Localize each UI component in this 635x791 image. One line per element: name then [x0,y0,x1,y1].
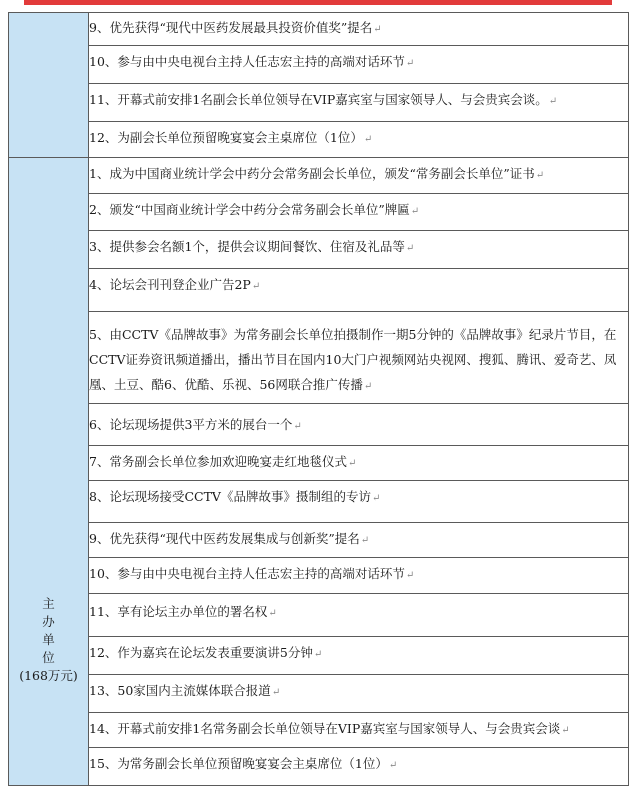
table-row [89,748,629,786]
return-mark-icon: ↵ [561,725,570,736]
benefit-text: 10、参与由中央电视台主持人任志宏主持的高端对话环节 [89,54,405,69]
return-mark-icon: ↵ [363,381,373,392]
table-row [89,404,629,446]
return-mark-icon: ↵ [405,570,415,581]
benefit-text: 11、开幕式前安排1名副会长单位领导在VIP嘉宾室与国家领导人、与会贵宾会谈。 [89,92,548,107]
return-mark-icon: ↵ [347,458,357,469]
table-row [89,675,629,713]
return-mark-icon: ↵ [371,493,381,504]
benefit-text: 3、提供参会名额1个，提供会议期间餐饮、住宿及礼品等 [89,239,405,254]
return-mark-icon: ↵ [363,134,373,145]
table-row [89,713,629,748]
table-row [89,446,629,481]
table-row [89,269,629,312]
table-row [89,158,629,194]
return-mark-icon: ↵ [373,24,382,35]
table-row [89,558,629,594]
benefit-text: 6、论坛现场提供3平方米的展台一个 [89,417,293,432]
benefit-text: 14、开幕式前安排1名常务副会长单位领导在VIP嘉宾室与国家领导人、与会贵宾会谈 [89,721,561,736]
return-mark-icon: ↵ [410,206,420,217]
table-row [89,594,629,637]
table-row [89,637,629,675]
table-row [89,523,629,558]
return-mark-icon: ↵ [405,243,415,254]
return-mark-icon: ↵ [548,96,558,107]
return-mark-icon: ↵ [251,281,261,292]
return-mark-icon: ↵ [268,608,277,619]
label-char: 单 [42,632,55,647]
benefit-text: 9、优先获得“现代中医药发展最具投资价值奖”提名 [89,20,373,35]
return-mark-icon: ↵ [535,170,545,181]
benefit-text: 10、参与由中央电视台主持人任志宏主持的高端对话环节 [89,566,405,581]
table-row [89,194,629,231]
return-mark-icon: ↵ [293,421,302,432]
return-mark-icon: ↵ [271,687,281,698]
return-mark-icon: ↵ [360,535,370,546]
return-mark-icon: ↵ [405,58,415,69]
benefit-text: 2、颁发“中国商业统计学会中药分会常务副会长单位”牌匾 [89,202,410,217]
benefit-text: 12、作为嘉宾在论坛发表重要演讲5分钟 [89,645,313,660]
benefit-text: 5、由CCTV《品牌故事》为常务副会长单位拍摄制作一期5分钟的《品牌故事》纪录片节目，在CCTV证券资讯频道播出，播出节目在国内10大门户视频网站央视网、搜狐、腾讯、爱奇艺、凤凰、土豆、酷6、优酷、乐视、56网联合推广传播 [89,327,617,392]
benefit-text: 11、享有论坛主办单位的署名权 [89,604,268,619]
label-amount: (168万元) [19,668,78,683]
label-char: 办 [42,614,55,629]
top-accent-line [24,0,612,5]
return-mark-icon: ↵ [313,649,323,660]
table-row [89,231,629,269]
benefit-text: 9、优先获得“现代中医药发展集成与创新奖”提名 [89,531,360,546]
return-mark-icon: ↵ [388,760,398,771]
table-row [89,46,629,84]
table-row [89,84,629,122]
label-char: 主 [42,596,55,611]
benefit-text: 15、为常务副会长单位预留晚宴宴会主桌席位（1位） [89,756,388,771]
benefit-text: 1、成为中国商业统计学会中药分会常务副会长单位，颁发“常务副会长单位”证书 [89,166,535,181]
benefit-text: 12、为副会长单位预留晚宴宴会主桌席位（1位） [89,130,363,145]
benefit-text: 8、论坛现场接受CCTV《品牌故事》摄制组的专访 [89,489,371,504]
table-row [89,122,629,158]
benefit-text: 7、常务副会长单位参加欢迎晚宴走红地毯仪式 [89,454,347,469]
table-row [89,312,629,404]
benefit-text: 4、论坛会刊刊登企业广告2P [89,277,251,292]
table-row [89,12,629,46]
table-row [89,481,629,523]
label-char: 位 [42,650,55,665]
benefit-text: 13、50家国内主流媒体联合报道 [89,683,271,698]
